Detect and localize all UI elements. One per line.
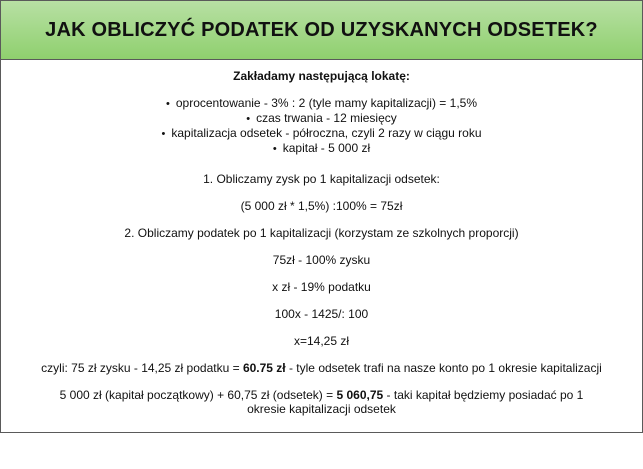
list-item: • kapitał - 5 000 zł [1, 141, 642, 156]
intro-heading: Zakładamy następującą lokatę: [233, 69, 410, 83]
step-1-heading: 1. Obliczamy zysk po 1 kapitalizacji odsetek: [203, 172, 440, 186]
summary-interest-text: czyli: 75 zł zysku - 14,25 zł podatku = [41, 361, 243, 375]
page-title: JAK OBLICZYĆ PODATEK OD UZYSKANYCH ODSETEK? [45, 18, 598, 41]
step-1-calculation: (5 000 zł * 1,5%) :100% = 75zł [240, 199, 403, 213]
summary-capital-text: 5 000 zł (kapitał początkowy) + 60,75 zł (odsetek) = [59, 388, 337, 402]
summary-interest-value: 60.75 zł [242, 361, 286, 375]
proportion-line-2: x zł - 19% podatku [272, 280, 371, 294]
list-item: • czas trwania - 12 miesięcy [1, 111, 642, 126]
summary-capital [42, 388, 602, 416]
summary-interest [1, 361, 642, 375]
content-body [1, 69, 642, 416]
summary-interest-note: - tyle odsetek trafi na nasze konto po 1 okresie kapitalizacji [285, 361, 602, 375]
header-bar [1, 1, 642, 60]
x-result: x=14,25 zł [293, 334, 350, 348]
assumptions-list [1, 96, 642, 156]
list-item: • kapitalizacja odsetek - półroczna, czyli 2 razy w ciągu roku [1, 126, 642, 141]
summary-capital-note: - taki kapitał będziemy posiadać po 1 okresie kapitalizacji odsetek [247, 388, 584, 416]
proportion-line-1: 75zł - 100% zysku [272, 253, 371, 267]
list-item: • oprocentowanie - 3% : 2 (tyle mamy kapitalizacji) = 1,5% [1, 96, 642, 111]
summary-capital-value: 5 060,75 [336, 388, 384, 402]
proportion-line-3: 100x - 1425/: 100 [274, 307, 369, 321]
step-2-heading: 2. Obliczamy podatek po 1 kapitalizacji (korzystam ze szkolnych proporcji) [124, 226, 519, 240]
